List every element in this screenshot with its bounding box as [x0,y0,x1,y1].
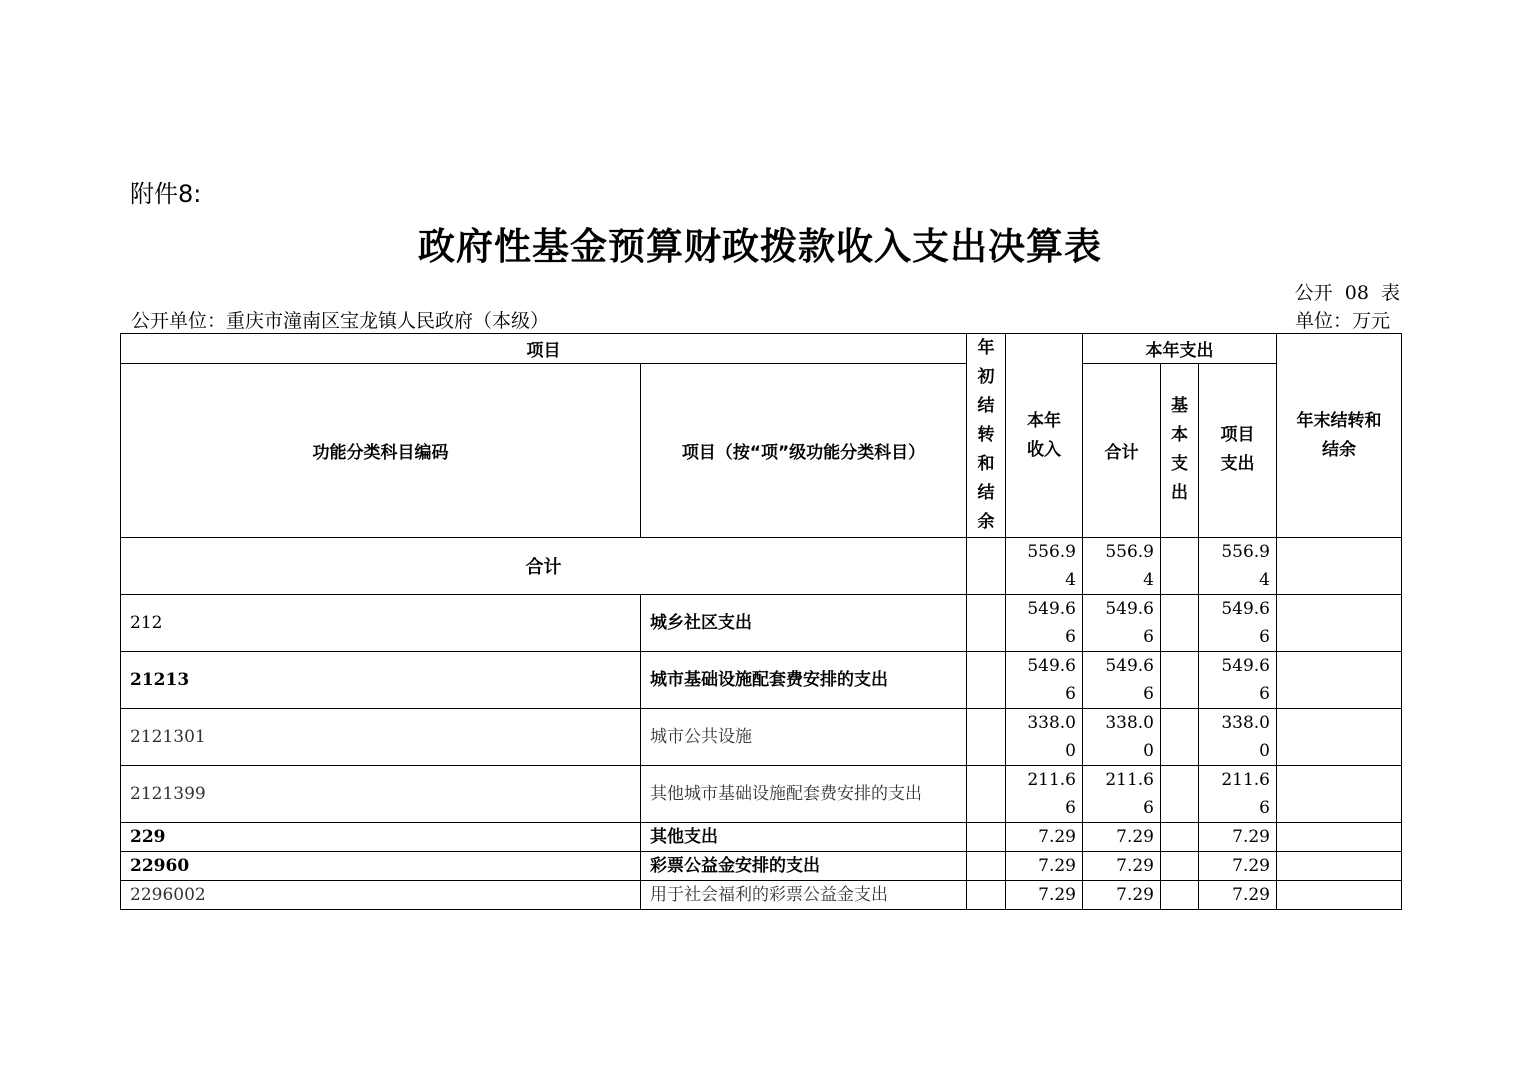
table-code: 公开 08 表 [1294,282,1400,304]
row-expense-total: 211.6 6 [1083,766,1161,823]
row-name: 用于社会福利的彩票公益金支出 [641,881,967,910]
row-name: 城市基础设施配套费安排的支出 [641,652,967,709]
row-code: 2121301 [121,709,641,766]
row-income: 7.29 [1006,823,1083,852]
header-closing-balance: 年末结转和 结余 [1277,334,1402,538]
row-income: 7.29 [1006,881,1083,910]
row-income: 549.6 6 [1006,652,1083,709]
header-income: 本年 收入 [1006,334,1083,538]
total-row [121,538,1402,595]
row-expense-total: 338.0 0 [1083,709,1161,766]
row-code: 212 [121,595,641,652]
row-name: 其他支出 [641,823,967,852]
table-row [121,881,1402,910]
table-row [121,652,1402,709]
header-basic-expense: 基 本 支 出 [1161,363,1199,537]
header-code: 功能分类科目编码 [121,363,641,537]
total-expense: 556.9 4 [1083,538,1161,595]
row-expense-total: 549.6 6 [1083,595,1161,652]
row-expense-total: 7.29 [1083,823,1161,852]
row-project-expense: 7.29 [1199,881,1277,910]
table-row [121,823,1402,852]
row-expense-total: 7.29 [1083,852,1161,881]
reporting-unit: 公开单位：重庆市潼南区宝龙镇人民政府（本级） [131,310,550,332]
row-income: 338.0 0 [1006,709,1083,766]
budget-table [120,333,1402,910]
row-code: 2296002 [121,881,641,910]
row-code: 2121399 [121,766,641,823]
row-expense-total: 549.6 6 [1083,652,1161,709]
row-income: 549.6 6 [1006,595,1083,652]
header-project: 项目 [121,334,967,364]
row-income: 211.6 6 [1006,766,1083,823]
header-expense-group: 本年支出 [1083,334,1277,364]
row-project-expense: 549.6 6 [1199,595,1277,652]
total-project-expense: 556.9 4 [1199,538,1277,595]
row-code: 21213 [121,652,641,709]
row-project-expense: 211.6 6 [1199,766,1277,823]
total-income: 556.9 4 [1006,538,1083,595]
currency-unit: 单位：万元 [1294,310,1390,332]
header-opening-balance: 年 初 结 转 和 结 余 [967,334,1006,538]
row-code: 229 [121,823,641,852]
row-project-expense: 549.6 6 [1199,652,1277,709]
row-expense-total: 7.29 [1083,881,1161,910]
header-name: 项目（按“项”级功能分类科目） [641,363,967,537]
row-name: 其他城市基础设施配套费安排的支出 [641,766,967,823]
row-name: 城市公共设施 [641,709,967,766]
table-row [121,595,1402,652]
header-expense-total: 合计 [1083,363,1161,537]
header-project-expense: 项目 支出 [1199,363,1277,537]
row-name: 城乡社区支出 [641,595,967,652]
row-project-expense: 7.29 [1199,823,1277,852]
table-row [121,766,1402,823]
total-label: 合计 [121,538,967,595]
page-title: 政府性基金预算财政拨款收入支出决算表 [418,225,1102,268]
row-income: 7.29 [1006,852,1083,881]
table-row [121,709,1402,766]
row-name: 彩票公益金安排的支出 [641,852,967,881]
row-project-expense: 7.29 [1199,852,1277,881]
table-row [121,852,1402,881]
attachment-label: 附件8: [130,180,202,208]
row-code: 22960 [121,852,641,881]
row-project-expense: 338.0 0 [1199,709,1277,766]
